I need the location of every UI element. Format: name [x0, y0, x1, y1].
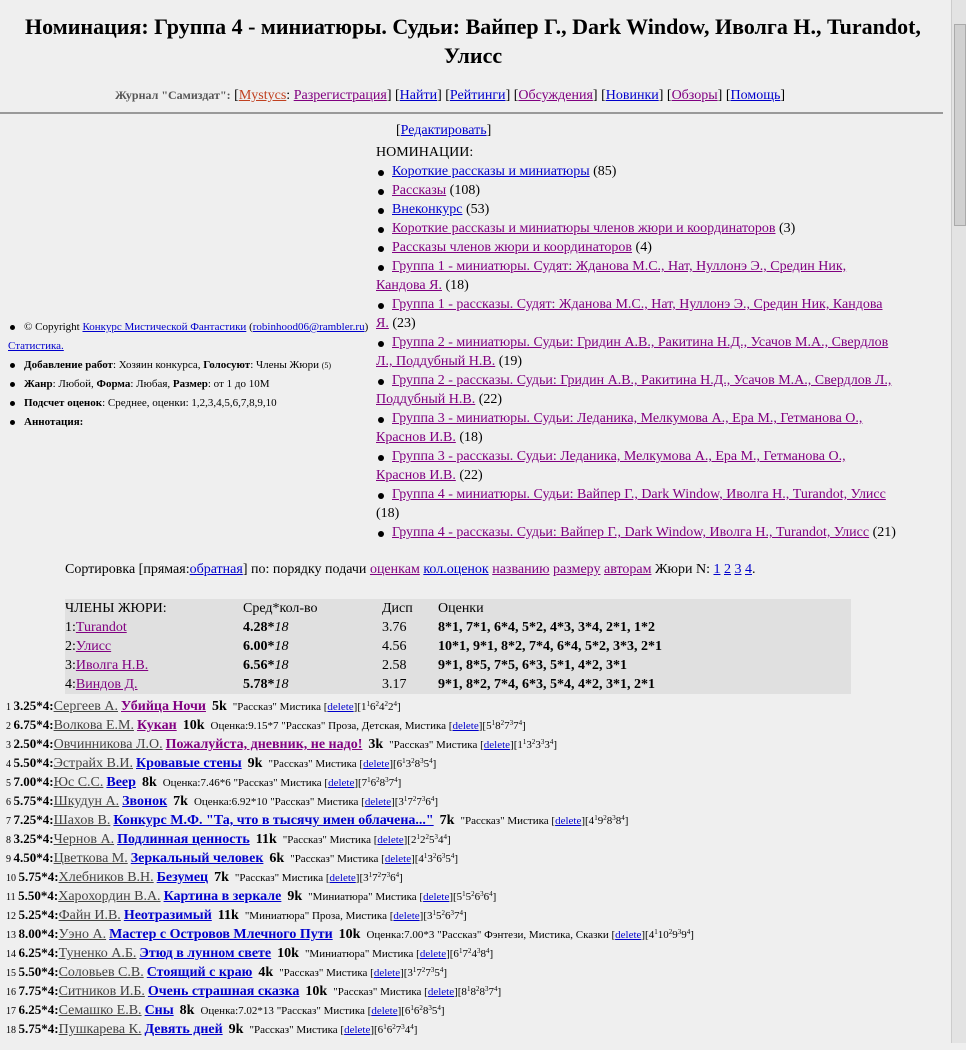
work-number: 1: [6, 702, 14, 713]
sort-by-title[interactable]: названию: [492, 562, 550, 577]
work-title-link[interactable]: Звонок: [122, 794, 168, 809]
delete-link[interactable]: delete: [373, 967, 401, 979]
work-genre: "Рассказ" Мистика [: [389, 739, 484, 751]
sort-bar: Сортировка [прямая:обратная] по: порядку подачи оценкам кол.оценок названию размеру авторам Жюри N: 1 2 3 4.: [65, 562, 756, 577]
jury-scores: 9*1, 8*2, 7*4, 6*3, 5*4, 4*2, 3*1, 2*1: [438, 677, 655, 692]
work-size: 7k: [214, 870, 229, 885]
nominations-heading: НОМИНАЦИИ:: [376, 145, 474, 160]
work-number: 16: [6, 987, 19, 998]
jury-table: [65, 599, 851, 694]
work-genre: "Рассказ" Мистика [: [270, 796, 365, 808]
work-title-link[interactable]: Веер: [106, 775, 136, 790]
work-number: 10: [6, 873, 19, 884]
work-size: 10k: [338, 927, 361, 942]
nomination-item: Группа 1 - миниатюры. Судят: Жданова М.С., Нат, Нуллонэ Э., Средин Ник, Кандова Я. (18): [376, 257, 896, 295]
work-row: [6, 980, 946, 999]
jury-4-link[interactable]: 4: [744, 562, 752, 577]
jury-row: 4:Виндов Д. 5.78*18 3.17 9*1, 8*2, 7*4, 6*3, 5*4, 4*2, 3*1, 2*1: [65, 677, 655, 692]
work-row: [6, 714, 946, 733]
work-genre: "Рассказ" Мистика [: [276, 1005, 372, 1017]
delete-link[interactable]: delete: [377, 834, 404, 846]
work-author-link[interactable]: Уэно А.: [58, 927, 107, 942]
work-genre: "Рассказ" Мистика [: [279, 967, 374, 979]
work-number: 14: [6, 949, 19, 960]
nomination-link[interactable]: Внеконкурс: [392, 202, 463, 217]
work-title-link[interactable]: Зеркальный человек: [130, 851, 264, 866]
work-author-link[interactable]: Туненко А.Б.: [58, 946, 137, 961]
sort-reverse-link[interactable]: обратная: [189, 562, 243, 577]
work-title-link[interactable]: Кукан: [136, 718, 177, 733]
work-number: 9: [6, 854, 14, 865]
nomination-item: Внеконкурс (53): [376, 200, 896, 219]
work-jury-scores: ]$[3^17^27^36^4]$: [355, 871, 403, 884]
work-genre: "Рассказ" Мистика [: [268, 758, 364, 770]
jury-col-disp: Дисп: [382, 601, 413, 616]
nomination-link[interactable]: Группа 1 - миниатюры. Судят: Жданова М.С., Нат, Нуллонэ Э., Средин Ник, Кандова Я.: [376, 259, 847, 293]
work-row: [6, 923, 946, 942]
search-link[interactable]: Найти: [399, 88, 438, 103]
work-author-link[interactable]: Ситников И.Б.: [58, 984, 145, 999]
contest-link[interactable]: Конкурс Мистической Фантастики: [82, 321, 247, 333]
nomination-link[interactable]: Рассказы членов жюри и координаторов: [392, 240, 633, 255]
work-row: [6, 961, 946, 980]
nominations-list: [376, 143, 896, 542]
nomination-link[interactable]: Короткие рассказы и миниатюры членов жюри и координаторов: [392, 221, 776, 236]
info-annotation: Аннотация:: [8, 413, 374, 432]
work-score: 4.50*4:: [13, 850, 54, 865]
jury-col-avg: Сред*кол-во: [243, 601, 318, 616]
work-title-link[interactable]: Кровавые стены: [136, 756, 242, 771]
work-size: 8k: [141, 775, 157, 790]
user-link[interactable]: Mystycs: [238, 88, 287, 103]
work-jury-scores: ]$[3^17^27^36^4]$: [391, 795, 439, 808]
work-size: 7k: [173, 794, 188, 809]
work-number: 17: [6, 1006, 19, 1017]
work-genre: "Рассказ" Проза, Детская, Мистика [: [281, 720, 453, 732]
nomination-link[interactable]: Группа 4 - миниатюры. Судьи: Вайпер Г., Dark Window, Иволга Н., Turandot, Улисс: [392, 487, 886, 502]
nomination-item: Короткие рассказы и миниатюры членов жюри и координаторов (3): [376, 219, 896, 238]
work-jury-scores: ]$[1^13^23^33^4]$: [510, 738, 558, 751]
nomination-item: Короткие рассказы и миниатюры (85): [376, 162, 896, 181]
nomination-link[interactable]: Группа 2 - миниатюры. Судьи: Гридин А.В., Ракитина Н.Д., Усачов М.А., Свердлов Л., Поддубный Н.В.: [376, 335, 889, 369]
work-genre: "Рассказ" Мистика [: [282, 834, 378, 846]
nomination-item: Группа 4 - рассказы. Судьи: Вайпер Г., Dark Window, Иволга Н., Turandot, Улисс (21): [376, 523, 896, 542]
nomination-item: Группа 3 - рассказы. Судьи: Леданика, Мелкумова А., Ера М., Гетманова О., Краснов И.В. (22): [376, 447, 896, 485]
work-score: 5.75*4:: [13, 793, 54, 808]
work-rating: Оценка:9.15*7: [210, 720, 282, 732]
work-genre: "Рассказ" Мистика [: [233, 777, 329, 789]
work-rating: Оценка:7.02*13: [200, 1005, 277, 1017]
work-size: 9k: [247, 756, 263, 771]
scrollbar-thumb[interactable]: [954, 24, 966, 226]
jury-scores: 10*1, 9*1, 8*2, 7*4, 6*4, 5*2, 3*3, 2*1: [438, 639, 662, 654]
work-score: 7.00*4:: [13, 774, 54, 789]
delete-link[interactable]: delete: [452, 720, 479, 732]
work-score: 6.75*4:: [13, 717, 54, 732]
work-title-link[interactable]: Очень страшная сказка: [147, 984, 300, 999]
work-genre: "Рассказ" Фэнтези, Мистика, Сказки [: [437, 929, 616, 941]
sort-by-size[interactable]: размеру: [553, 562, 601, 577]
work-genre: "Рассказ" Мистика [: [460, 815, 556, 827]
sort-by-author[interactable]: авторам: [603, 562, 652, 577]
nomination-item: Группа 3 - миниатюры. Судьи: Леданика, Мелкумова А., Ера М., Гетманова О., Краснов И.В. (18): [376, 409, 896, 447]
work-row: [6, 885, 946, 904]
delete-link[interactable]: delete: [329, 872, 356, 884]
work-row: [6, 733, 946, 752]
work-jury-scores: ]$[2^12^25^34^4]$: [403, 833, 451, 846]
jury-row: 2:Улисс 6.00*18 4.56 10*1, 9*1, 8*2, 7*4, 6*4, 5*2, 3*3, 2*1: [65, 639, 662, 654]
delete-link[interactable]: delete: [371, 1005, 398, 1017]
work-jury-scores: ]$[7^16^28^37^4]$: [354, 776, 402, 789]
nomination-item: Группа 4 - миниатюры. Судьи: Вайпер Г., Dark Window, Иволга Н., Turandot, Улисс (18): [376, 485, 896, 523]
journal-label: Журнал "Самиздат":: [114, 88, 231, 102]
jury-scores: 8*1, 7*1, 6*4, 5*2, 4*3, 3*4, 2*1, 1*2: [438, 620, 655, 635]
work-author-link[interactable]: Харохордин В.А.: [58, 889, 161, 904]
work-title-link[interactable]: Подлинная ценность: [117, 832, 250, 847]
page-title: Номинация: Группа 4 - миниатюры. Судьи: Вайпер Г., Dark Window, Иволга Н., Turandot, Улисс: [25, 14, 921, 68]
work-score: 8.00*4:: [18, 926, 59, 941]
work-row: [6, 866, 946, 885]
work-jury-scores: ]$[6^16^28^35^4]$: [397, 1004, 445, 1017]
delete-link[interactable]: delete: [328, 777, 355, 789]
edit-wrapper: [Редактировать]: [396, 123, 492, 138]
jury-member-link[interactable]: Иволга Н.В.: [75, 658, 149, 673]
work-score: 5.75*4:: [18, 1021, 59, 1036]
nomination-item: Рассказы (108): [376, 181, 896, 200]
work-jury-scores: ]$[5^18^27^37^4]$: [478, 719, 526, 732]
work-genre: "Рассказ" Мистика [: [249, 1024, 345, 1036]
work-genre: "Рассказ" Мистика [: [234, 872, 330, 884]
work-author-link[interactable]: Шкудун А.: [53, 794, 120, 809]
work-score: 6.25*4:: [18, 1002, 59, 1017]
work-author-link[interactable]: Волкова Е.М.: [53, 718, 134, 733]
work-row: [6, 809, 946, 828]
news-link[interactable]: Новинки: [605, 88, 659, 103]
reviews-link[interactable]: Обзоры: [671, 88, 718, 103]
nomination-link[interactable]: Группа 3 - рассказы. Судьи: Леданика, Мелкумова А., Ера М., Гетманова О., Краснов И.В.: [376, 449, 846, 483]
work-score: 7.75*4:: [18, 983, 59, 998]
work-genre: "Рассказ" Мистика [: [290, 853, 385, 865]
work-number: 8: [6, 835, 14, 846]
work-title-link[interactable]: Пожалуйста, дневник, не надо!: [165, 737, 363, 752]
nomination-link[interactable]: Группа 1 - рассказы. Судят: Жданова М.С., Нат, Нуллонэ Э., Средин Ник, Кандова Я.: [376, 297, 883, 331]
jury-header-row: [65, 599, 851, 618]
work-rating: Оценка:7.46*6: [162, 777, 234, 789]
work-score: 3.25*4:: [13, 698, 54, 713]
work-number: 13: [6, 930, 19, 941]
work-author-link[interactable]: Файн И.В.: [58, 908, 121, 923]
work-size: 10k: [182, 718, 205, 733]
vertical-scrollbar[interactable]: [951, 0, 966, 1050]
work-jury-scores: ]$[1^16^24^22^4]$: [353, 700, 401, 713]
edit-link[interactable]: Редактировать: [400, 123, 487, 138]
work-score: 5.50*4:: [18, 964, 59, 979]
work-row: [6, 904, 946, 923]
work-row: [6, 942, 946, 961]
jury-member-link[interactable]: Улисс: [75, 639, 112, 654]
work-author-link[interactable]: Чернов А.: [53, 832, 115, 847]
work-number: 6: [6, 797, 14, 808]
work-jury-scores: ]$[5^15^26^36^4]$: [449, 890, 497, 903]
works-list: [6, 695, 946, 1037]
discussions-link[interactable]: Обсуждения: [518, 88, 593, 103]
nomination-item: Группа 1 - рассказы. Судят: Жданова М.С., Нат, Нуллонэ Э., Средин Ник, Кандова Я. (23): [376, 295, 896, 333]
work-score: 5.50*4:: [13, 755, 54, 770]
divider: [0, 112, 943, 114]
jury-2-link[interactable]: 2: [723, 562, 731, 577]
work-jury-scores: ]$[6^13^28^35^4]$: [389, 757, 437, 770]
work-title-link[interactable]: Мастер с Островов Млечного Пути: [109, 927, 333, 942]
delete-link[interactable]: delete: [419, 948, 447, 960]
work-score: 3.25*4:: [13, 831, 54, 846]
work-author-link[interactable]: Хлебников В.Н.: [58, 870, 154, 885]
work-size: 5k: [211, 699, 227, 714]
work-number: 3: [6, 740, 14, 751]
work-author-link[interactable]: Юс С.С.: [53, 775, 104, 790]
work-row: [6, 999, 946, 1018]
jury-scores: 9*1, 8*5, 7*5, 6*3, 5*1, 4*2, 3*1: [438, 658, 627, 673]
email-link[interactable]: robinhood06@rambler.ru: [252, 321, 365, 333]
nomination-item: Рассказы членов жюри и координаторов (4): [376, 238, 896, 257]
work-size: 9k: [228, 1022, 244, 1037]
delete-link[interactable]: delete: [384, 853, 412, 865]
work-title-link[interactable]: Девять дней: [144, 1022, 223, 1037]
delete-link[interactable]: delete: [327, 701, 354, 713]
work-author-link[interactable]: Соловьев С.В.: [58, 965, 144, 980]
work-jury-scores: ]$[3^17^27^35^4]$: [400, 966, 448, 979]
work-title-link[interactable]: Безумец: [156, 870, 209, 885]
top-nav: Журнал "Самиздат": [Mystycs: Разрегистрация] [Найти] [Рейтинги] [Обсуждения] [Новинки] [Обзоры] [Помощь]: [114, 88, 786, 103]
work-rating: Оценка:6.92*10: [193, 796, 271, 808]
work-score: 7.25*4:: [13, 812, 54, 827]
jury-row: 1:Turandot 4.28*18 3.76 8*1, 7*1, 6*4, 5*2, 4*3, 3*4, 2*1, 1*2: [65, 620, 655, 635]
work-genre: "Рассказ" Мистика [: [333, 986, 428, 998]
nomination-link[interactable]: Группа 4 - рассказы. Судьи: Вайпер Г., Dark Window, Иволга Н., Turandot, Улисс: [392, 525, 870, 540]
work-author-link[interactable]: Цветкова М.: [53, 851, 128, 866]
work-author-link[interactable]: Сергеев А.: [53, 699, 119, 714]
work-size: 4k: [258, 965, 274, 980]
work-score: 2.50*4:: [13, 736, 54, 751]
work-jury-scores: ]$[6^16^27^34^4]$: [370, 1023, 418, 1036]
work-size: 11k: [255, 832, 277, 847]
work-size: 10k: [305, 984, 328, 999]
delete-link[interactable]: delete: [427, 986, 455, 998]
delete-link[interactable]: delete: [555, 815, 582, 827]
delete-link[interactable]: delete: [423, 891, 450, 903]
work-size: 8k: [179, 1003, 195, 1018]
help-link[interactable]: Помощь: [730, 88, 781, 103]
nomination-link[interactable]: Группа 3 - миниатюры. Судьи: Леданика, Мелкумова А., Ера М., Гетманова О., Краснов И.В.: [376, 411, 863, 445]
delete-link[interactable]: delete: [364, 796, 392, 808]
work-size: 10k: [277, 946, 299, 961]
work-title-link[interactable]: Картина в зеркале: [163, 889, 282, 904]
work-row: [6, 847, 946, 866]
work-number: 15: [6, 968, 19, 979]
work-jury-scores: ]$[4^19^28^38^4]$: [581, 814, 629, 827]
work-title-link[interactable]: Убийца Ночи: [121, 699, 206, 714]
work-size: 6k: [269, 851, 285, 866]
work-number: 12: [6, 911, 19, 922]
nomination-link[interactable]: Рассказы: [392, 183, 447, 198]
work-title-link[interactable]: Неотразимый: [123, 908, 212, 923]
info-add: Добавление работ: Хозяин конкурса, Голосуют: Члены Жюри (5): [8, 356, 374, 375]
work-number: 4: [6, 759, 14, 770]
work-author-link[interactable]: Овчинникова Л.О.: [53, 737, 163, 752]
contest-info: [8, 318, 374, 432]
work-row: [6, 1018, 946, 1037]
jury-1-link[interactable]: 1: [713, 562, 721, 577]
page-bottom-edge: [0, 1043, 966, 1050]
sort-by-count[interactable]: кол.оценок: [423, 562, 489, 577]
work-genre: "Миниатюра" Мистика [: [308, 891, 424, 903]
work-row: [6, 752, 946, 771]
work-number: 7: [6, 816, 14, 827]
work-row: [6, 828, 946, 847]
jury-col-scores: Оценки: [438, 601, 484, 616]
delete-link[interactable]: delete: [363, 758, 390, 770]
info-copyright: © Copyright Конкурс Мистической Фантастики (robinhood06@rambler.ru) Статистика.: [8, 318, 374, 356]
work-author-link[interactable]: Шахов В.: [53, 813, 111, 828]
work-genre: "Миниатюра" Мистика [: [304, 948, 420, 960]
work-number: 5: [6, 778, 14, 789]
work-title-link[interactable]: Конкурс М.Ф. "Та, что в тысячу имен облачена...": [113, 813, 434, 828]
delete-link[interactable]: delete: [393, 910, 420, 922]
info-scoring: Подсчет оценок: Среднее, оценки: 1,2,3,4,5,6,7,8,9,10: [8, 394, 374, 413]
jury-member-link[interactable]: Turandot: [75, 620, 127, 635]
stats-link[interactable]: Статистика.: [8, 340, 64, 352]
work-size: 3k: [368, 737, 384, 752]
nomination-item: Группа 2 - миниатюры. Судьи: Гридин А.В., Ракитина Н.Д., Усачов М.А., Свердлов Л., Поддубный Н.В. (19): [376, 333, 896, 371]
work-jury-scores: ]$[4^110^29^39^4]$: [641, 928, 694, 941]
info-genre: Жанр: Любой, Форма: Любая, Размер: от 1 до 10M: [8, 375, 374, 394]
work-rating: Оценка:7.00*3: [366, 929, 438, 941]
work-number: 18: [6, 1025, 19, 1036]
work-author-link[interactable]: Семашко Е.В.: [58, 1003, 142, 1018]
work-row: [6, 695, 946, 714]
delete-link[interactable]: delete: [344, 1024, 371, 1036]
work-title-link[interactable]: Стоящий с краю: [146, 965, 253, 980]
jury-col-members: ЧЛЕНЫ ЖЮРИ:: [65, 601, 167, 616]
ratings-link[interactable]: Рейтинги: [449, 88, 506, 103]
work-size: 7k: [439, 813, 455, 828]
work-author-link[interactable]: Пушкарева К.: [58, 1022, 142, 1037]
work-title-link[interactable]: Сны: [144, 1003, 174, 1018]
delete-link[interactable]: delete: [483, 739, 511, 751]
work-jury-scores: ]$[3^15^26^37^4]$: [419, 909, 467, 922]
nomination-link[interactable]: Группа 2 - рассказы. Судьи: Гридин А.В., Ракитина Н.Д., Усачов М.А., Свердлов Л., Поддубный Н.В.: [376, 373, 892, 407]
sort-by-score[interactable]: оценкам: [369, 562, 420, 577]
nomination-link[interactable]: Короткие рассказы и миниатюры: [392, 164, 590, 179]
logout-link[interactable]: Разрегистрация: [293, 88, 387, 103]
work-number: 2: [6, 721, 14, 732]
work-jury-scores: ]$[8^18^28^37^4]$: [454, 985, 502, 998]
work-score: 5.50*4:: [18, 888, 59, 903]
work-jury-scores: ]$[4^13^26^35^4]$: [411, 852, 459, 865]
jury-member-link[interactable]: Виндов Д.: [75, 677, 138, 692]
work-number: 11: [6, 892, 19, 903]
work-author-link[interactable]: Эстрайх В.И.: [53, 756, 133, 771]
work-size: 11k: [217, 908, 239, 923]
work-size: 9k: [287, 889, 303, 904]
jury-3-link[interactable]: 3: [734, 562, 742, 577]
work-row: [6, 771, 946, 790]
jury-row: 3:Иволга Н.В. 6.56*18 2.58 9*1, 8*5, 7*5, 6*3, 5*1, 4*2, 3*1: [65, 658, 627, 673]
work-genre: "Миниатюра" Проза, Мистика [: [244, 910, 394, 922]
delete-link[interactable]: delete: [615, 929, 642, 941]
work-score: 6.25*4:: [18, 945, 59, 960]
work-row: [6, 790, 946, 809]
work-score: 5.25*4:: [18, 907, 59, 922]
work-score: 5.75*4:: [18, 869, 59, 884]
work-jury-scores: ]$[6^17^24^38^4]$: [446, 947, 494, 960]
work-genre: "Рассказ" Мистика [: [232, 701, 328, 713]
work-title-link[interactable]: Этюд в лунном свете: [139, 946, 272, 961]
nomination-item: Группа 2 - рассказы. Судьи: Гридин А.В., Ракитина Н.Д., Усачов М.А., Свердлов Л., Поддубный Н.В. (22): [376, 371, 896, 409]
